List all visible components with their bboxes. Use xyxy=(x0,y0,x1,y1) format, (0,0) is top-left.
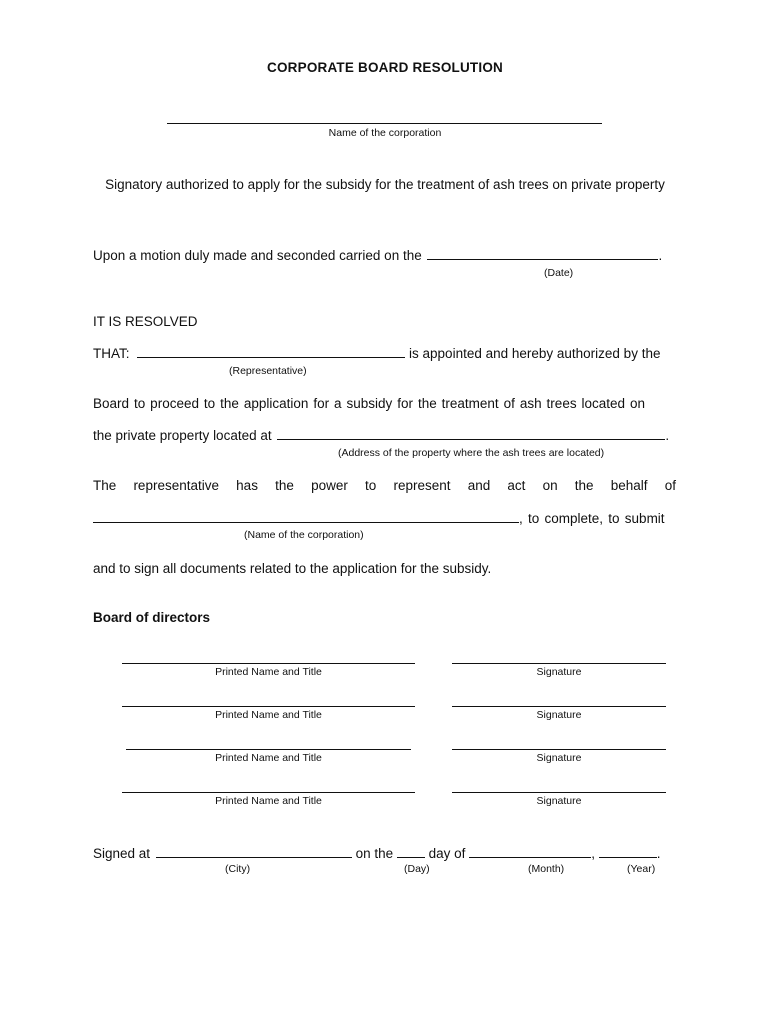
resolution-subject: Signatory authorized to apply for the subsidy for the treatment of ash trees on private property xyxy=(105,177,665,192)
power-word: has xyxy=(236,478,258,493)
signed-at-label: Signed at xyxy=(93,846,151,861)
signature-caption: Signature xyxy=(536,666,582,678)
sign-documents-text: and to sign all documents related to the application for the subsidy. xyxy=(93,561,492,576)
signature-line[interactable] xyxy=(452,792,666,793)
signature-caption: Signature xyxy=(536,795,582,807)
address-caption: (Address of the property where the ash trees are located) xyxy=(338,447,605,459)
property-line xyxy=(93,428,669,443)
complete-text: , to complete, to submit xyxy=(519,511,665,526)
signature-line[interactable] xyxy=(452,663,666,664)
property-period: . xyxy=(665,428,670,443)
corporation-name-caption-2: (Name of the corporation) xyxy=(244,529,364,541)
that-line xyxy=(93,346,660,361)
resolved-heading: IT IS RESOLVED xyxy=(93,314,198,329)
property-text: the private property located at xyxy=(93,428,272,443)
city-blank[interactable] xyxy=(156,846,352,858)
power-word: on xyxy=(542,478,558,493)
motion-period: . xyxy=(658,248,663,263)
motion-line xyxy=(93,248,662,263)
signature-caption: Signature xyxy=(536,752,582,764)
power-word: power xyxy=(311,478,348,493)
on-the-label: on the xyxy=(355,846,394,861)
power-word: the xyxy=(574,478,594,493)
day-caption: (Day) xyxy=(404,863,430,875)
day-of-label: day of xyxy=(428,846,466,861)
signature-caption: Signature xyxy=(536,709,582,721)
printed-name-line[interactable] xyxy=(122,663,415,664)
comma: , xyxy=(591,846,595,861)
power-word: The xyxy=(93,478,117,493)
corporation-name-caption: Name of the corporation xyxy=(328,127,442,139)
printed-name-caption: Printed Name and Title xyxy=(215,752,322,764)
representative-power-line xyxy=(93,478,676,493)
that-label: THAT: xyxy=(93,346,130,361)
power-word: of xyxy=(664,478,676,493)
power-word: behalf xyxy=(610,478,648,493)
printed-name-line[interactable] xyxy=(126,749,411,750)
printed-name-caption: Printed Name and Title xyxy=(215,666,322,678)
power-word: and xyxy=(467,478,491,493)
motion-text: Upon a motion duly made and seconded carried on the xyxy=(93,248,422,263)
corporation-name-blank[interactable] xyxy=(167,123,602,124)
year-blank[interactable] xyxy=(599,846,657,858)
signed-at-line xyxy=(93,846,661,861)
month-blank[interactable] xyxy=(469,846,591,858)
complete-line xyxy=(93,511,665,526)
day-blank[interactable] xyxy=(397,846,425,858)
month-caption: (Month) xyxy=(528,863,565,875)
final-period: . xyxy=(656,846,661,861)
power-word: act xyxy=(507,478,526,493)
signature-line[interactable] xyxy=(452,749,666,750)
power-word: represent xyxy=(393,478,451,493)
printed-name-caption: Printed Name and Title xyxy=(215,709,322,721)
power-word: the xyxy=(275,478,294,493)
representative-caption: (Representative) xyxy=(229,365,307,377)
power-word: representative xyxy=(133,478,219,493)
appointed-text: is appointed and hereby authorized by the xyxy=(409,346,661,361)
signature-line[interactable] xyxy=(452,706,666,707)
printed-name-caption: Printed Name and Title xyxy=(215,795,322,807)
printed-name-line[interactable] xyxy=(122,792,415,793)
date-blank[interactable] xyxy=(427,248,658,260)
year-caption: (Year) xyxy=(627,863,656,875)
city-caption: (City) xyxy=(225,863,251,875)
board-proceed-line: Board to proceed to the application for a subsidy for the treatment of ash trees located on xyxy=(93,396,646,411)
board-of-directors-heading: Board of directors xyxy=(93,610,211,625)
representative-blank[interactable] xyxy=(137,346,405,358)
corporation-name-blank-2[interactable] xyxy=(93,511,519,523)
date-caption: (Date) xyxy=(544,267,574,279)
address-blank[interactable] xyxy=(277,428,665,440)
power-word: to xyxy=(365,478,377,493)
printed-name-line[interactable] xyxy=(122,706,415,707)
document-title: CORPORATE BOARD RESOLUTION xyxy=(267,60,503,75)
